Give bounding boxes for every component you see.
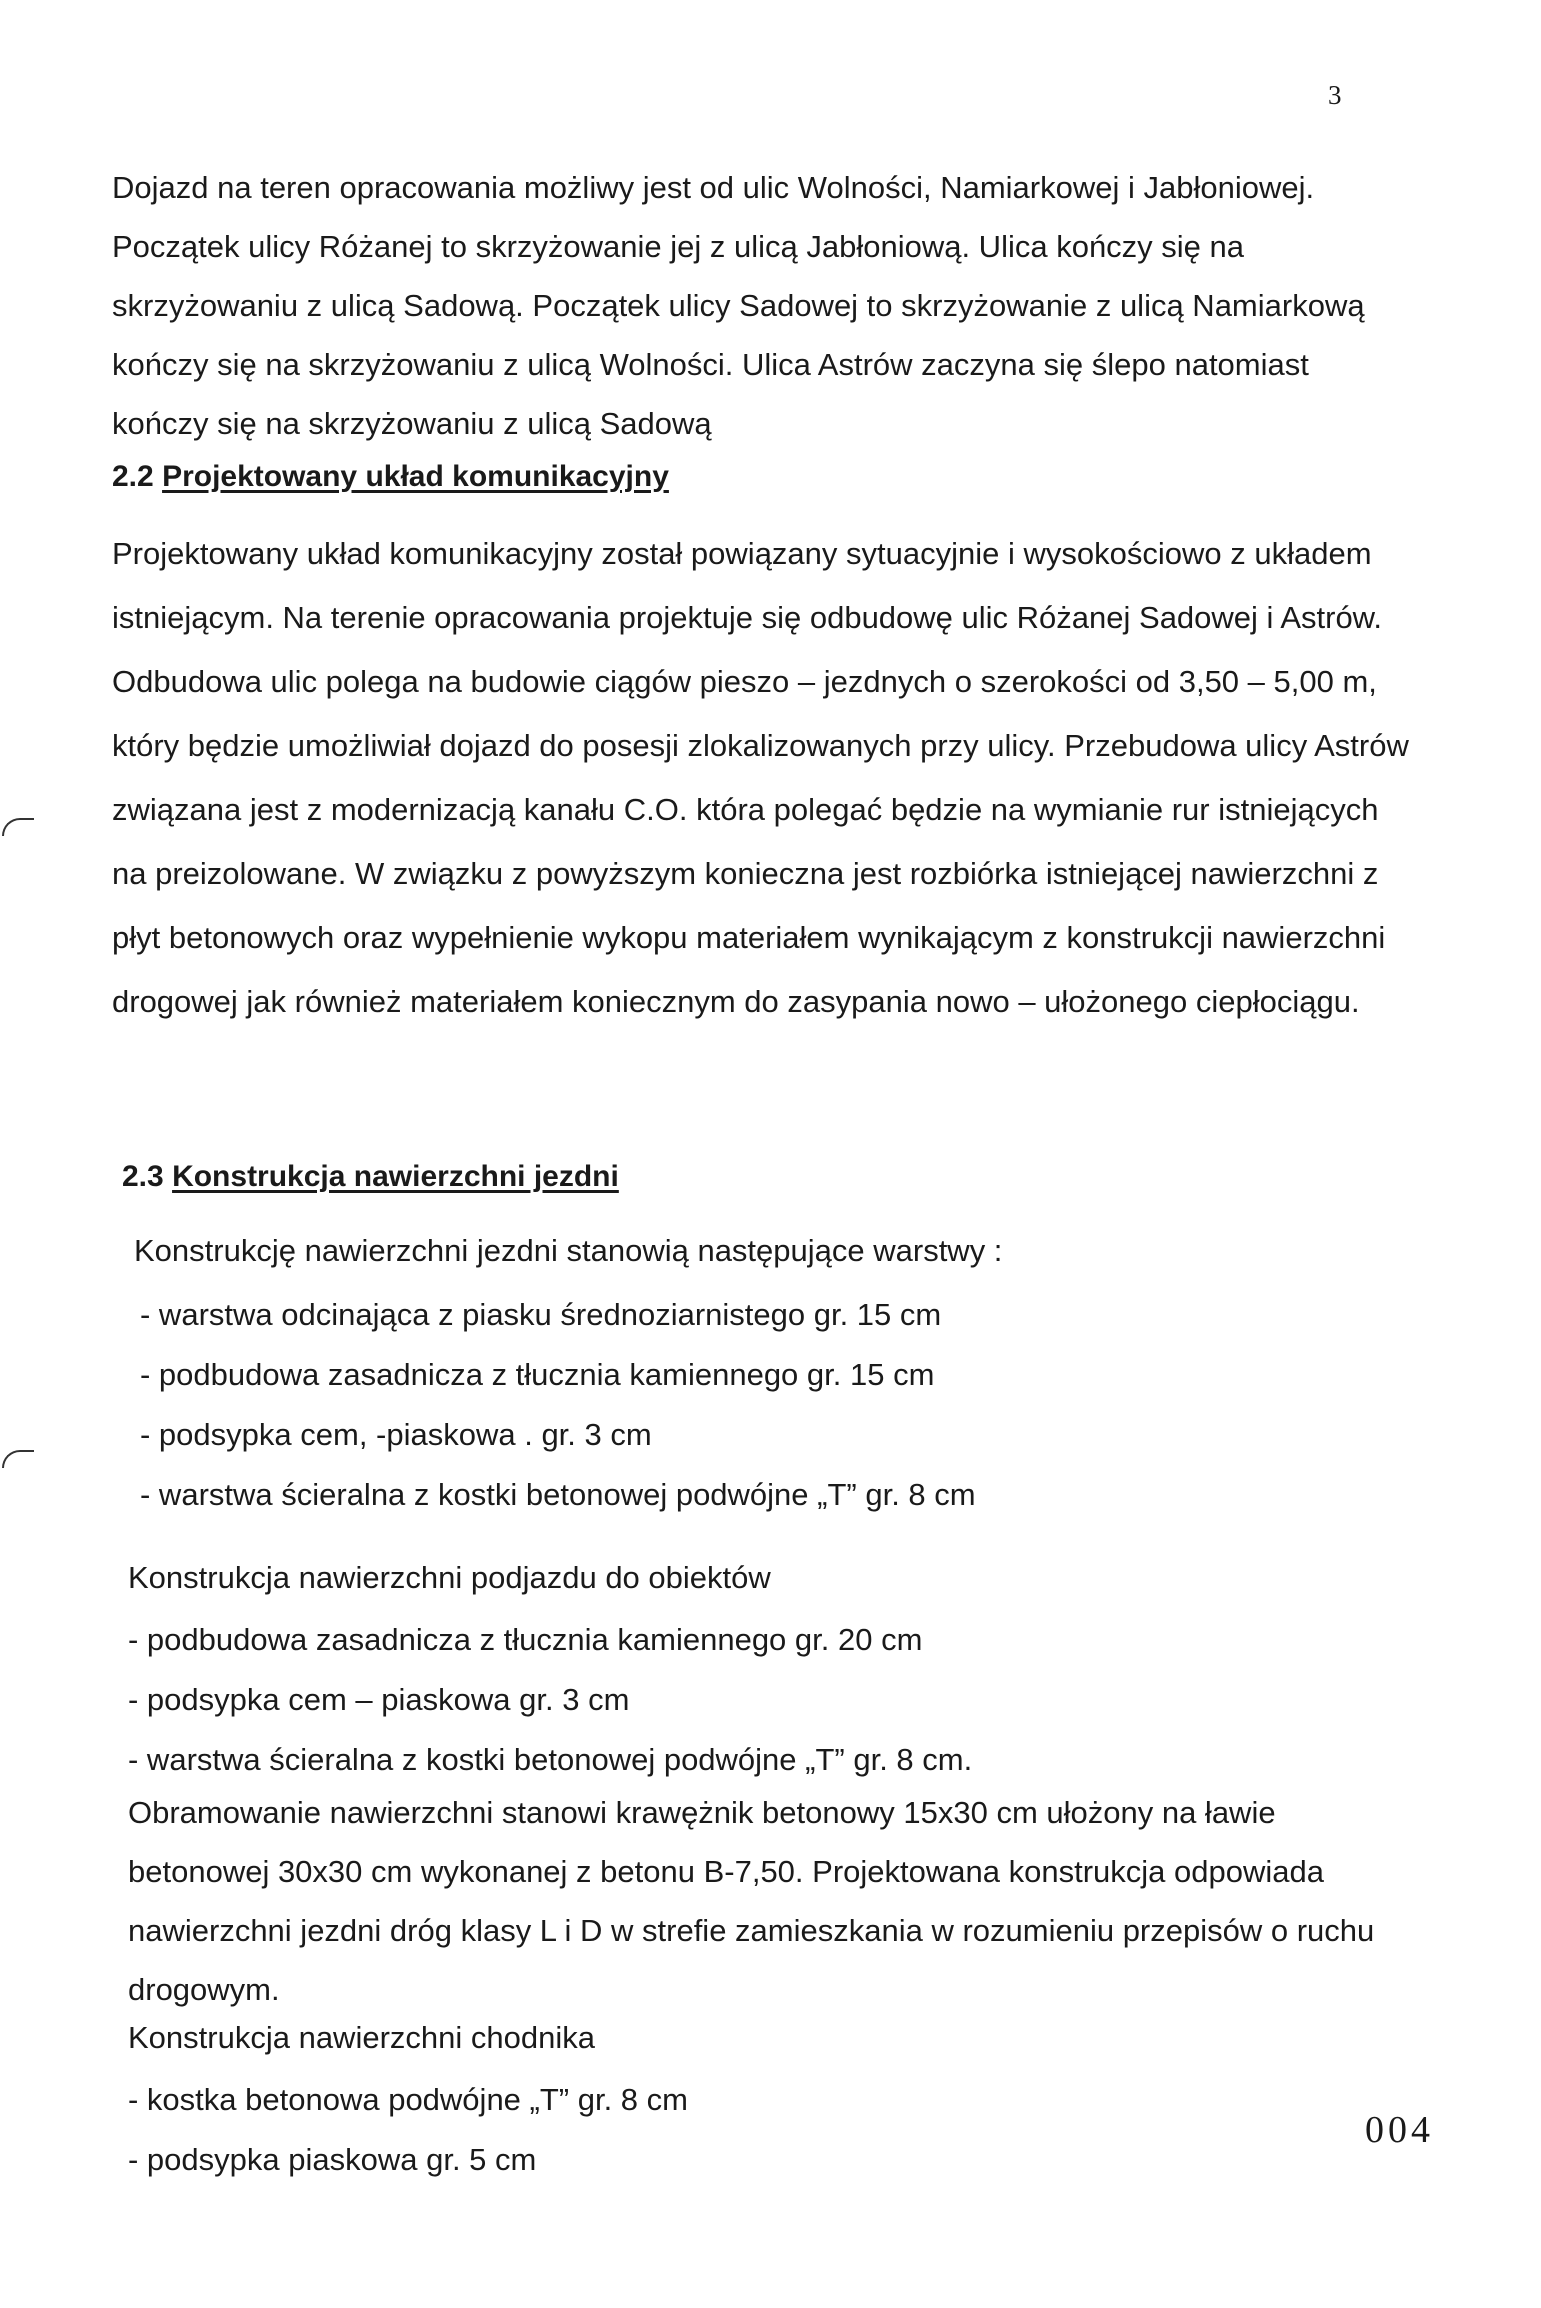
section-2-3-heading [122,1160,619,1194]
sidewalk-heading: Konstrukcja nawierzchni chodnika [128,2020,595,2055]
driveway-layers-list [128,1610,972,1790]
list-item: - warstwa odcinająca z piasku średnoziarnistego gr. 15 cm [140,1297,942,1332]
driveway-heading: Konstrukcja nawierzchni podjazdu do obiektów [128,1560,771,1595]
section-2-2-paragraph: Projektowany układ komunikacyjny został powiązany sytuacyjnie i wysokościowo z układem istniejącym. Na terenie opracowania projektuje się odbudowę ulic Różanej Sadowej i Astrów. Odbudowa ulic polega na budowie ciągów pieszo – jezdnych o szerokości od 3,50 – 5,00 m, który będzie umożliwiał dojazd do posesji zlokalizowanych przy ulicy. Przebudowa ulicy Astrów związana jest z modernizacją kanału C.O. która polegać będzie na wymianie rur istniejących na preizolowane. W związku z powyższym konieczna jest rozbiórka istniejącej nawierzchni z płyt betonowych oraz wypełnienie wykopu materiałem wynikającym z konstrukcji nawierzchni drogowej jak również materiałem koniecznym do zasypania nowo – ułożonego ciepłociągu. [112,536,1409,1019]
list-item: - kostka betonowa podwójne „T” gr. 8 cm [128,2082,688,2117]
curb-paragraph: Obramowanie nawierzchni stanowi krawężnik betonowy 15x30 cm ułożony na ławie betonowej 30x30 cm wykonanej z betonu B-7,50. Projektowana konstrukcja odpowiada nawierzchni jezdni dróg klasy L i D w strefie zamieszkania w rozumieniu przepisów o ruchu drogowym. [128,1795,1375,2007]
list-item: - warstwa ścieralna z kostki betonowej podwójne „T” gr. 8 cm [140,1477,976,1512]
sidewalk-layers-list [128,2070,688,2190]
list-item: - podsypka cem, -piaskowa . gr. 3 cm [140,1417,652,1452]
section-2-2-heading [112,460,669,494]
sheet-stamp: 004 [1365,2109,1434,2151]
section-2-2-number: 2.2 [112,460,154,493]
margin-mark [2,1450,34,1468]
margin-mark [2,818,34,836]
section-2-3-title: Konstrukcja nawierzchni jezdni [172,1160,619,1193]
intro-paragraph: Dojazd na teren opracowania możliwy jest od ulic Wolności, Namiarkowej i Jabłoniowej. Początek ulicy Różanej to skrzyżowanie jej z ulicą Jabłoniową. Ulica kończy się na skrzyżowaniu z ulicą Sadową. Początek ulicy Sadowej to skrzyżowanie z ulicą Namiarkową kończy się na skrzyżowaniu z ulicą Wolności. Ulica Astrów zaczyna się ślepo natomiast kończy się na skrzyżowaniu z ulicą Sadową [112,170,1365,441]
road-layers-list [140,1285,976,1525]
section-2-2-title: Projektowany układ komunikacyjny [162,460,669,493]
layers-intro: Konstrukcję nawierzchni jezdni stanowią następujące warstwy : [134,1233,1003,1268]
list-item: - podsypka piaskowa gr. 5 cm [128,2142,537,2177]
list-item: - podsypka cem – piaskowa gr. 3 cm [128,1682,630,1717]
list-item: - warstwa ścieralna z kostki betonowej podwójne „T” gr. 8 cm. [128,1742,973,1777]
list-item: - podbudowa zasadnicza z tłucznia kamiennego gr. 20 cm [128,1622,923,1657]
page-number: 3 [1328,80,1342,110]
section-2-3-number: 2.3 [122,1160,164,1193]
list-item: - podbudowa zasadnicza z tłucznia kamiennego gr. 15 cm [140,1357,935,1392]
